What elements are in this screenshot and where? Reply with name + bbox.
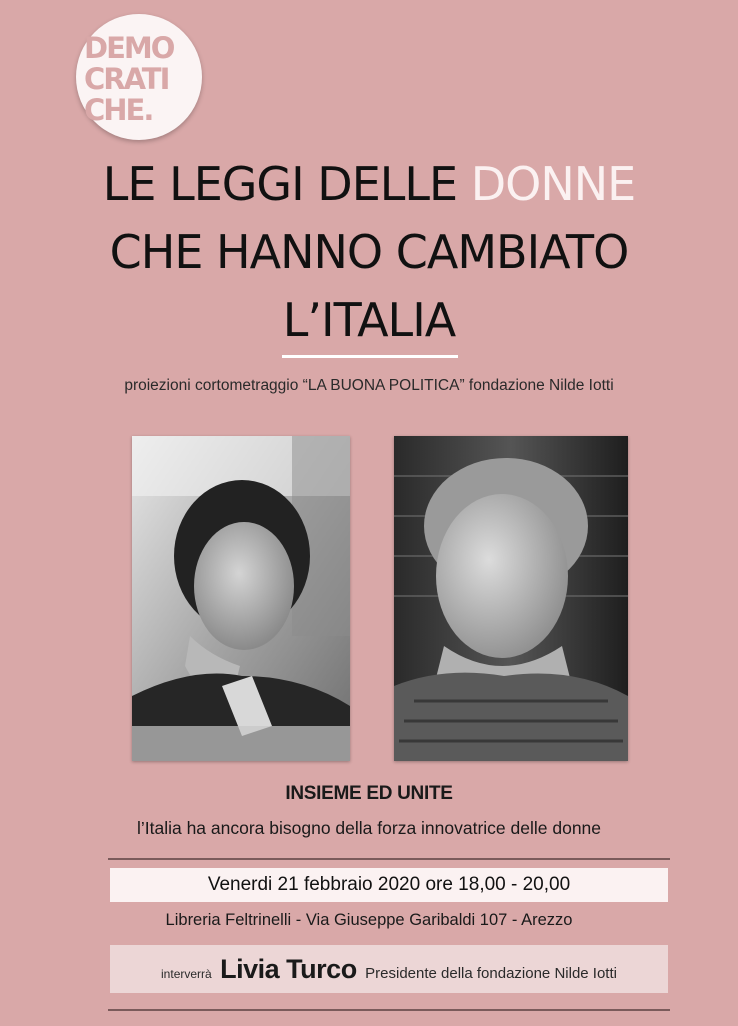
title-highlight: DONNE bbox=[470, 157, 636, 211]
tagline: l’Italia ha ancora bisogno della forza innovatrice delle donne bbox=[136, 818, 602, 838]
title-line-3: L’ITALIA bbox=[282, 293, 456, 347]
speaker-role: Presidente della fondazione Nilde Iotti bbox=[365, 965, 617, 982]
democratiche-logo bbox=[76, 14, 202, 140]
logo-line-2: CRATI bbox=[84, 62, 169, 96]
title-line-1: LE LEGGI DELLE DONNE bbox=[102, 157, 636, 211]
logo-line-3: CHE. bbox=[84, 93, 153, 127]
logo-wordmark bbox=[76, 14, 202, 140]
event-title bbox=[0, 150, 738, 354]
event-venue: Libreria Feltrinelli - Via Giuseppe Garibaldi 107 - Arezzo bbox=[165, 911, 573, 929]
title-line-2: CHE HANNO CAMBIATO bbox=[109, 225, 629, 279]
divider-bottom bbox=[108, 1009, 670, 1011]
speaker-name: Livia Turco bbox=[220, 954, 357, 984]
event-subtitle: proiezioni cortometraggio “LA BUONA POLITICA” fondazione Nilde Iotti bbox=[124, 377, 614, 394]
divider-top bbox=[108, 858, 670, 860]
portrait-photo-left bbox=[132, 436, 350, 761]
slogan: INSIEME ED UNITE bbox=[285, 783, 453, 804]
portrait-photo-right bbox=[394, 436, 628, 761]
event-date-time: Venerdi 21 febbraio 2020 ore 18,00 - 20,00 bbox=[110, 868, 668, 902]
speaker-banner bbox=[110, 945, 668, 993]
title-underline bbox=[282, 355, 458, 358]
logo-line-1: DEMO bbox=[84, 31, 174, 65]
speaker-prefix: interverrà bbox=[161, 967, 212, 981]
